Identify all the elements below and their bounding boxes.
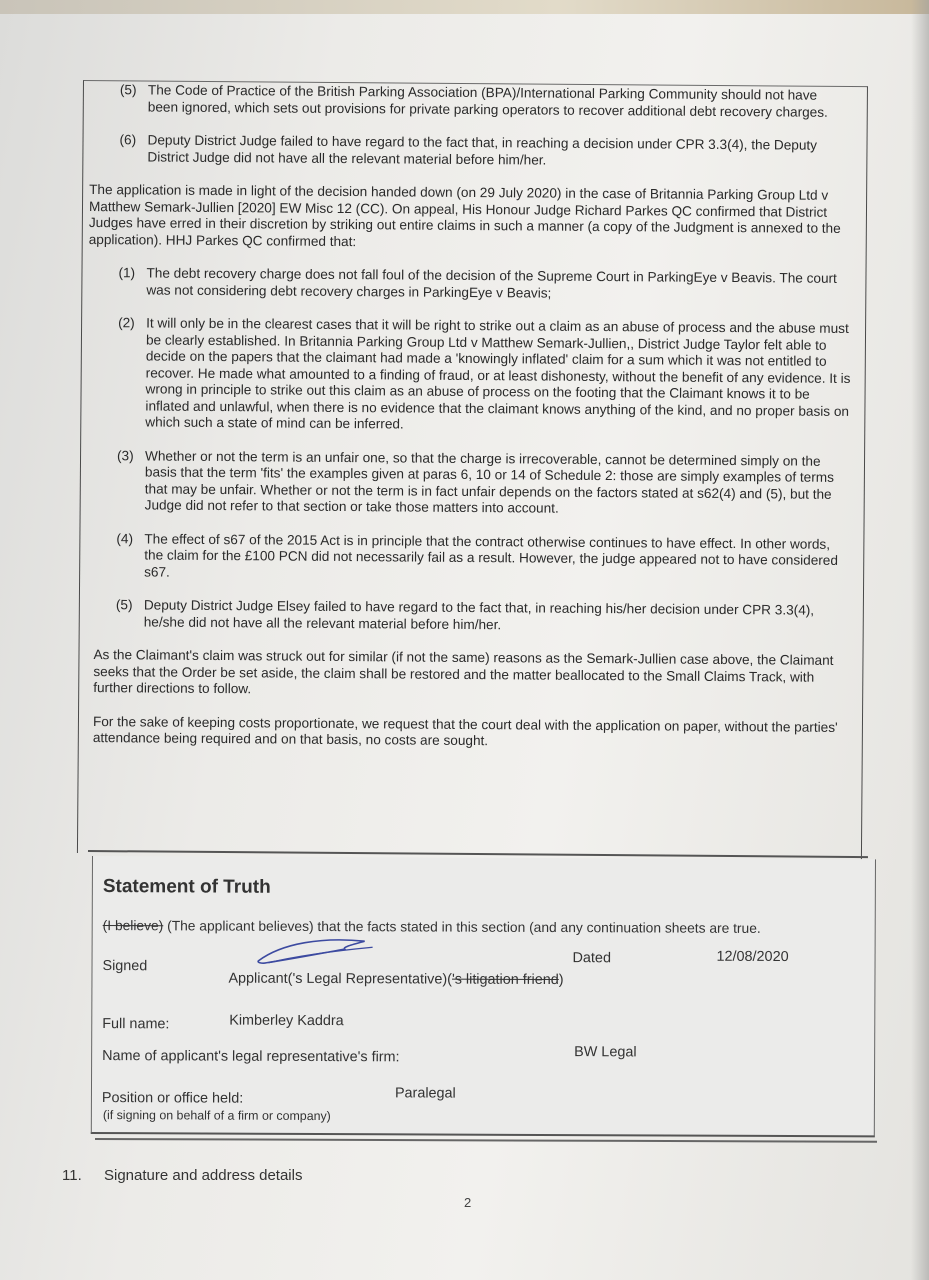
position-label: Position or office held:	[101, 1090, 244, 1107]
position-note: (if signing on behalf of a firm or company)	[102, 1108, 331, 1124]
item-number: (1)	[118, 265, 136, 281]
list-item	[86, 597, 851, 636]
dated-label: Dated	[572, 950, 611, 967]
item-number: (3)	[117, 447, 134, 463]
item-text: Deputy District Judge Elsey failed to have regard to the fact that, in reaching his/her decision under CPR 3.3(4), he/she did not have all the relevant material before him/her.	[143, 597, 815, 632]
list-item	[88, 265, 853, 304]
firm-label: Name of applicant's legal representative's firm:	[102, 1048, 400, 1066]
page-shadow	[911, 0, 929, 1280]
position-value: Paralegal	[394, 1085, 456, 1102]
item-text: The Code of Practice of the British Parking Association (BPA)/International Parking Community should not have been ignored, which sets out provisions for private parking operators to recover additional debt recovery charges.	[147, 82, 828, 120]
item-text: The debt recovery charge does not fall foul of the decision of the Supreme Court in ParkingEye v Beavis. The court was not considering debt recovery charges in ParkingEye v Beavis;	[146, 265, 837, 301]
item-number: (4)	[116, 530, 134, 546]
role-text: Applicant('s Legal Representative)(	[228, 970, 453, 988]
section-title: Signature and address details	[104, 1167, 303, 1184]
signatory-role	[228, 971, 563, 988]
belief-text: (The applicant believes) that the facts stated in this section (and any continuation sheets are true.	[167, 918, 761, 936]
item-text: It will only be in the clearest cases that it will be right to strike out a claim as an abuse of process and the abuse must be clearly established. In Britannia Parking Group Ltd v Matthew Semark-Jullien,, District Judge Taylor felt able to decide on the papers that the claimant had made a 'knowingly inflated' claim for a sum which it was not entitled to recover. He made what amounted to a finding of fraud, or at least dishonesty, without the benefit of any evidence. It is wrong in principle to strike out this claim as an abuse of process on the footing that the Claimant knows it to be inflated and unlawful, when there is no evidence that the claimant knows anything of the kind, and no proper basis on which such a state of mind can be inferred.	[145, 315, 851, 432]
statement-of-truth-box	[91, 856, 876, 1137]
statement-of-truth-title: Statement of Truth	[102, 876, 271, 898]
section-number: 11.	[62, 1167, 82, 1184]
list-item	[89, 132, 854, 171]
signature-scribble	[253, 933, 383, 970]
full-name-value: Kimberley Kaddra	[229, 1012, 344, 1030]
application-text	[85, 82, 855, 769]
intro-paragraph: The application is made in light of the decision handed down (on 29 July 2020) in the case of Britannia Parking Group Ltd v Matthew Semark-Jullien [2020] EW Misc 12 (CC). On appeal, His Honour Judge Richard Parkes QC confirmed that District Judges have erred in their discretion by striking out entire claims in such a manner (a copy of the Judgment is annexed to the application). HHJ Parkes QC confirmed that:	[88, 181, 841, 249]
full-name-label: Full name:	[102, 1016, 170, 1033]
item-number: (6)	[119, 132, 137, 148]
firm-value: BW Legal	[574, 1044, 637, 1061]
item-text: Whether or not the term is an unfair one, so that the charge is irrecoverable, cannot be determined simply on the basis that the term 'fits' the examples given at paras 6, 10 or 14 of Schedule 2: those are simply examples of terms that may be unfair. Whether or not the term is in fact unfair depends on the factors stated at s62(4) and (5), but the Judge did not refer to that section or take those matters into account.	[144, 447, 834, 516]
paper-edge	[0, 0, 929, 14]
closing-paragraph: For the sake of keeping costs proportionate, we request that the court deal with the application on paper, without the parties' attendance being required and on that basis, no costs are sought.	[92, 713, 838, 749]
item-number: (2)	[118, 315, 135, 331]
role-struck: 's litigation friend	[451, 971, 559, 989]
item-number: (5)	[119, 82, 137, 98]
list-item	[87, 315, 853, 437]
item-text: The effect of s67 of the 2015 Act is in principle that the contract otherwise continues to have effect. In other words, the claim for the £100 PCN did not necessarily fail as a result. However, the judge appeared not to have considered s67.	[144, 530, 839, 580]
list-item	[87, 447, 852, 519]
role-close: )	[558, 972, 564, 989]
section-11-heading	[62, 1167, 302, 1184]
closing-paragraph: As the Claimant's claim was struck out for similar (if not the same) reasons as the Semark-Jullien case above, the Claimant seeks that the Order be set aside, the claim shall be restored and the matter beallocated to the Small Claims Track, with further directions to follow.	[93, 647, 834, 697]
date-value: 12/08/2020	[716, 948, 789, 966]
item-text: Deputy District Judge failed to have regard to the fact that, in reaching a decision under CPR 3.3(4), the Deputy District Judge did not have all the relevant material before him/her.	[147, 132, 818, 168]
page-number: 2	[464, 1195, 472, 1210]
belief-line	[103, 918, 761, 936]
belief-struck: (I believe)	[102, 918, 164, 934]
list-item	[86, 530, 851, 586]
signed-label: Signed	[102, 958, 148, 975]
list-item	[90, 82, 855, 121]
item-number: (5)	[115, 597, 133, 613]
footer-rule	[95, 1138, 877, 1143]
